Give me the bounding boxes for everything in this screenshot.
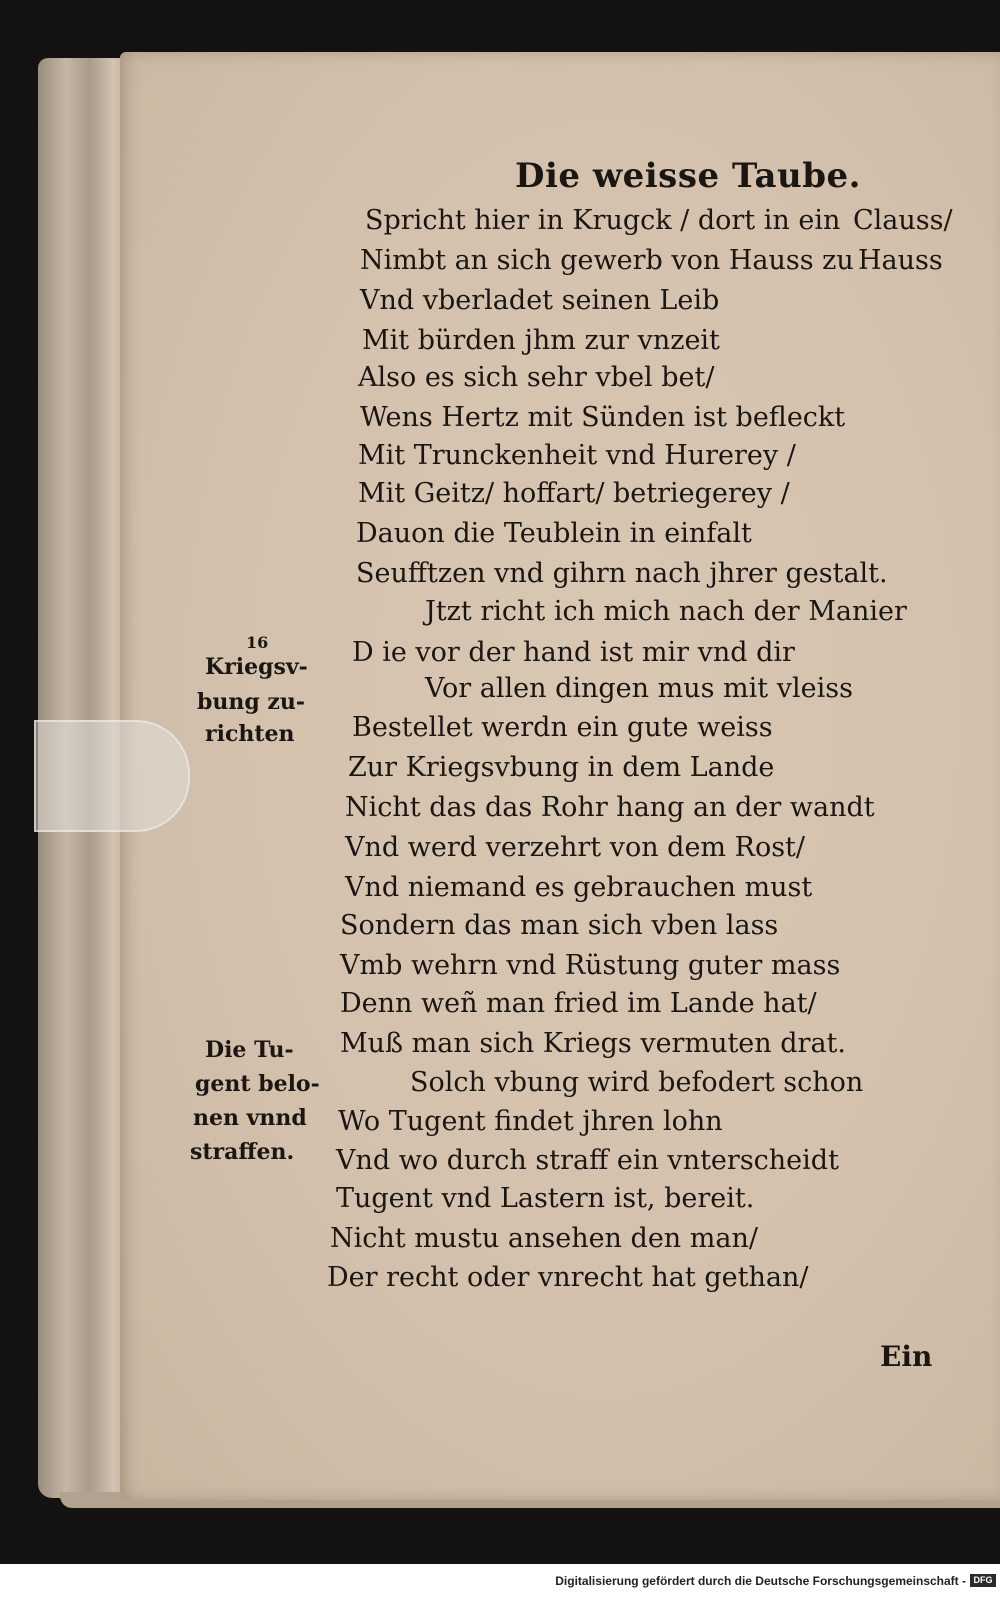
page-title: Die weisse Taube. [515,156,861,196]
verse-line: Mit bürden jhm zur vnzeit [362,325,720,356]
line-end-word: Clauss/ [853,205,953,236]
verse-line: Vor allen dingen mus mit vleiss [425,673,853,704]
verse-line: Sondern das man sich vben lass [340,910,779,941]
verse-line: Denn weñ man fried im Lande hat/ [340,988,817,1019]
verse-line: Wo Tugent findet jhren lohn [338,1106,723,1137]
verse-line: Vnd niemand es gebrauchen must [345,872,813,903]
verse-line: Nicht das das Rohr hang an der wandt [345,792,875,823]
verse-line: Mit Trunckenheit vnd Hurerey / [358,440,796,471]
verse-line: Muß man sich Kriegs vermuten drat. [340,1028,846,1059]
verse-line: Solch vbung wird befodert schon [410,1067,864,1098]
verse-line: Seufftzen vnd gihrn nach jhrer gestalt. [356,558,888,589]
verse-line: Dauon die Teublein in einfalt [356,518,752,549]
verse-line: D ie vor der hand ist mir vnd dir [352,637,795,668]
verse-line: Jtzt richt ich mich nach der Manier [425,596,907,627]
verse-line: Vnd werd verzehrt von dem Rost/ [345,832,806,863]
verse-line: Wens Hertz mit Sünden ist befleckt [360,402,846,433]
verse-line: Der recht oder vnrecht hat gethan/ [327,1262,809,1293]
dfg-logo: DFG [970,1574,996,1587]
verse-line: Zur Kriegsvbung in dem Lande [348,752,775,783]
verse-line: Also es sich sehr vbel bet/ [358,362,715,393]
margin-note-tugent-1: Die Tu- [205,1037,294,1063]
verse-line: Spricht hier in Krugck / dort in ein [365,205,841,236]
verse-line: Vnd vberladet seinen Leib [360,285,720,316]
margin-note-number: 16 [246,633,269,652]
verse-line: Nimbt an sich gewerb von Hauss zu [360,245,854,276]
verse-line: Vmb wehrn vnd Rüstung guter mass [340,950,841,981]
verse-line: Mit Geitz/ hoffart/ betriegerey / [358,478,790,509]
verse-line: Vnd wo durch straff ein vnterscheidt [336,1145,839,1176]
margin-note-tugent-2: gent belo- [195,1071,320,1097]
margin-note-tugent-4: straffen. [190,1139,295,1165]
page-clip [34,720,190,832]
line-end-word: Hauss [858,245,943,276]
verse-line: Bestellet werdn ein gute weiss [352,712,773,743]
footer-credit: Digitalisierung gefördert durch die Deutsche Forschungsgemeinschaft - [555,1574,966,1588]
margin-note-kriegsvbung-3: richten [205,721,295,747]
margin-note-kriegsvbung-2: bung zu- [197,689,306,715]
margin-note-kriegsvbung-1: Kriegsv- [205,654,308,680]
verse-line: Tugent vnd Lastern ist, bereit. [336,1183,755,1214]
catchword: Ein [880,1340,933,1373]
verse-line: Nicht mustu ansehen den man/ [330,1223,758,1254]
margin-note-tugent-3: nen vnnd [193,1105,307,1131]
